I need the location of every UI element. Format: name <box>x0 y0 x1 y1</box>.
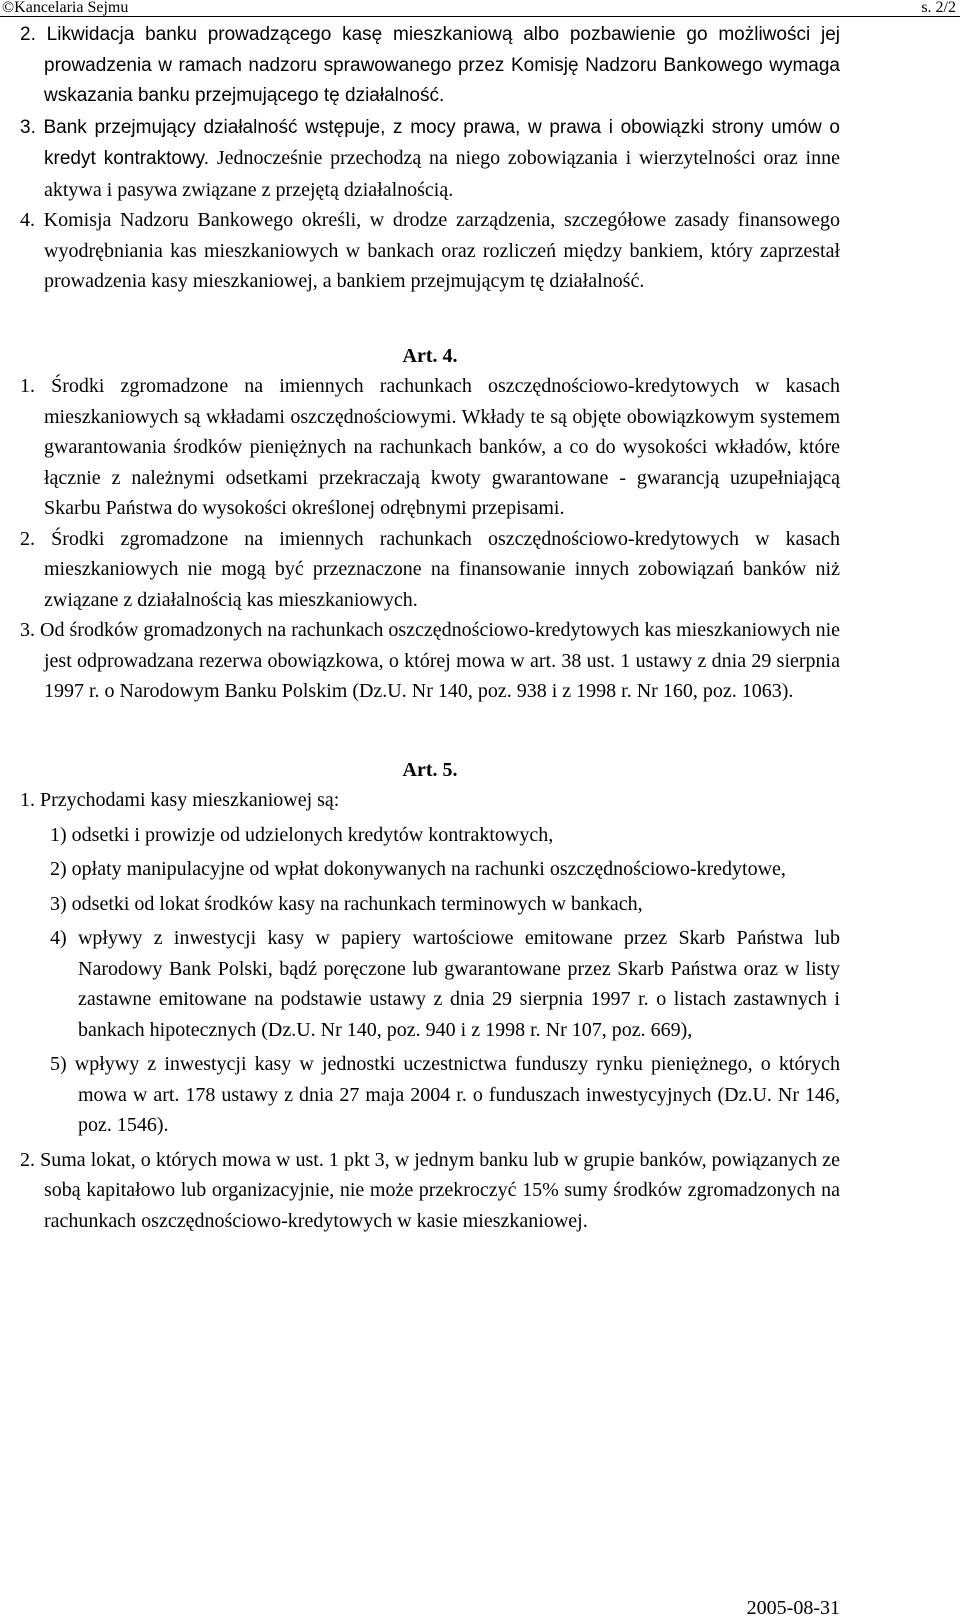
art4-title: Art. 4. <box>402 344 458 367</box>
header-rule <box>0 16 960 17</box>
art5-paragraph-1-intro: 1. Przychodami kasy mieszkaniowej są: <box>20 789 340 811</box>
art3-paragraph-3b: Jednocześnie przechodzą na niego zobowiązania i wierzytelności oraz inne aktywa i pasywa związane z przejętą działalnością. <box>44 147 840 201</box>
list-item: 2) opłaty manipulacyjne od wpłat dokonywanych na rachunki oszczędnościowo-kredytowe, <box>50 858 786 880</box>
art3-paragraph-3 <box>20 112 840 206</box>
art4-paragraph-1: 1. Środki zgromadzone na imiennych rachunkach oszczędnościowo-kredytowych w kasach mieszkaniowych są wkładami oszczędnościowymi. Wkłady te są objęte obowiązkowym systemem gwarantowania środków pieniężnych na rachunkach banków, a co do wysokości wkładów, które łącznie z należnymi odsetkami przekraczają kwoty gwarantowane - gwarancją uzupełniającą Skarbu Państwa do wysokości określonej odrębnymi przepisami. <box>20 375 840 519</box>
list-item: 3) odsetki od lokat środków kasy na rachunkach terminowych w bankach, <box>50 892 643 915</box>
art4-paragraph-3: 3. Od środków gromadzonych na rachunkach oszczędnościowo-kredytowych kas mieszkaniowych nie jest odprowadzana rezerwa obowiązkowa, o której mowa w art. 38 ust. 1 ustawy z dnia 29 sierpnia 1997 r. o Narodowym Banku Polskim (Dz.U. Nr 140, poz. 938 i z 1998 r. Nr 160, poz. 1063). <box>20 619 840 702</box>
art5-items-list <box>20 820 840 1141</box>
document-body <box>20 20 840 1236</box>
list-item: 4) wpływy z inwestycji kasy w papiery wartościowe emitowane przez Skarb Państwa lub Narodowy Bank Polski, bądź poręczone lub gwarantowane przez Skarb Państwa oraz w listy zastawne emitowane na podstawie ustawy z dnia 29 sierpnia 1997 r. o listach zastawnych i bankach hipotecznych (Dz.U. Nr 140, poz. 940 i z 1998 r. Nr 107, poz. 669), <box>50 927 840 1041</box>
list-item: 5) wpływy z inwestycji kasy w jednostki uczestnictwa funduszy rynku pieniężnego, o których mowa w art. 178 ustawy z dnia 27 maja 2004 r. o funduszach inwestycyjnych (Dz.U. Nr 146, poz. 1546). <box>50 1053 840 1136</box>
spacer <box>20 707 840 755</box>
art3-paragraph-3a: 3. Bank przejmujący działalność wstępuje, z mocy prawa, w prawa i obowiązki strony umów o kredyt kontraktowy. <box>20 116 840 169</box>
art5-paragraph-2: 2. Suma lokat, o których mowa w ust. 1 pkt 3, w jednym banku lub w grupie banków, powiązanych ze sobą kapitałowo lub organizacyjnie, nie może przekroczyć 15% sumy środków zgromadzonych na rachunkach oszczędnościowo-kredytowych w kasie mieszkaniowej. <box>20 1148 840 1232</box>
art4-paragraph-2: 2. Środki zgromadzone na imiennych rachunkach oszczędnościowo-kredytowych w kasach mieszkaniowych nie mogą być przeznaczone na finansowanie innych zobowiązań banków niż związane z działalnością kas mieszkaniowych. <box>20 527 840 611</box>
art3-paragraph-2: 2. Likwidacja banku prowadzącego kasę mieszkaniową albo pozbawienie go możliwości jej prowadzenia w ramach nadzoru sprawowanego przez Komisję Nadzoru Bankowego wymaga wskazania banku przejmującego tę działalność. <box>20 24 840 106</box>
page-header <box>0 0 960 16</box>
document-date: 2005-08-31 <box>746 1597 840 1619</box>
art5-title: Art. 5. <box>402 758 458 781</box>
list-item: 1) odsetki i prowizje od udzielonych kredytów kontraktowych, <box>50 823 554 846</box>
header-source: ©Kancelaria Sejmu <box>2 0 129 16</box>
page-number: s. 2/2 <box>921 0 956 16</box>
spacer <box>20 297 840 341</box>
art3-paragraph-4: 4. Komisja Nadzoru Bankowego określi, w drodze zarządzenia, szczegółowe zasady finansowego wyodrębniania kas mieszkaniowych w bankach oraz rozliczeń między bankiem, który zaprzestał prowadzenia kasy mieszkaniowej, a bankiem przejmującym tę działalność. <box>20 209 840 292</box>
